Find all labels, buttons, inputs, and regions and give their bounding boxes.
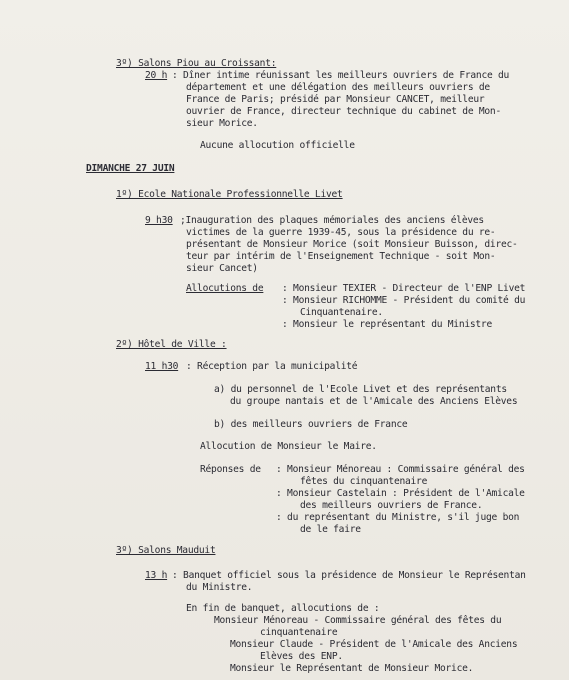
- event-description-line: ;Inauguration des plaques mémoriales des anciens élèves: [180, 215, 484, 226]
- event-description-line: France de Paris; présidé par Monsieur CANCET, meilleur: [186, 94, 485, 105]
- event-description-line: ouvrier de France, directeur technique du cabinet de Mon-: [186, 106, 501, 117]
- note-no-official-speech: Aucune allocution officielle: [200, 140, 355, 151]
- speaker-line: Elèves des ENP.: [260, 651, 343, 662]
- event-description-line: sieur Morice.: [186, 118, 258, 129]
- response-line: : du représentant du Ministre, s'il juge bon: [276, 512, 520, 523]
- allocutions-label: Allocutions de: [186, 283, 264, 294]
- speaker-line: Monsieur Ménoreau - Commissaire général des fêtes du: [214, 615, 502, 626]
- speaker-line: : Monsieur RICHOMME - Président du comité du: [282, 295, 526, 306]
- mayor-allocution: Allocution de Monsieur le Maire.: [200, 441, 377, 452]
- event-description-line: teur par intérim de l'Enseignement Technique - soit Mon-: [186, 251, 496, 262]
- speaker-line: Monsieur Claude - Président de l'Amicale des Anciens: [230, 639, 518, 650]
- event-description-line: sieur Cancet): [186, 263, 258, 274]
- speaker-line: Cinquantenaire.: [300, 307, 383, 318]
- section-heading-ecole-livet: 1º) Ecole Nationale Professionnelle Livet: [116, 189, 343, 200]
- event-description-line: du Ministre.: [186, 582, 253, 593]
- time-label: 11 h30: [145, 361, 179, 372]
- speaker-line: Monsieur le Représentant de Monsieur Morice.: [230, 663, 474, 674]
- time-label: 13 h: [145, 570, 168, 581]
- section-heading-hotel-de-ville: 2º) Hôtel de Ville :: [116, 339, 227, 350]
- response-line: : Monsieur Ménoreau : Commissaire général des: [276, 464, 525, 475]
- speaker-line: : Monsieur TEXIER - Directeur de l'ENP Livet: [282, 283, 526, 294]
- banquet-end-intro: En fin de banquet, allocutions de :: [186, 603, 380, 614]
- section-heading-salons-mauduit: 3º) Salons Mauduit: [116, 545, 216, 556]
- response-line: fêtes du cinquantenaire: [300, 476, 428, 487]
- list-item: du groupe nantais et de l'Amicale des Anciens Elèves: [230, 396, 518, 407]
- event-description-line: présentant de Monsieur Morice (soit Monsieur Buisson, direc-: [186, 239, 518, 250]
- response-line: : Monsieur Castelain : Président de l'Amicale: [276, 488, 525, 499]
- time-label: 9 h30: [145, 215, 173, 226]
- speaker-line: : Monsieur le représentant du Ministre: [282, 319, 492, 330]
- response-line: des meilleurs ouvriers de France.: [300, 500, 483, 511]
- time-label: 20 h: [145, 70, 168, 81]
- response-line: de le faire: [300, 524, 361, 535]
- event-description-line: : Banquet officiel sous la présidence de Monsieur le Représentan: [172, 570, 526, 581]
- section-heading-salons-piou: 3º) Salons Piou au Croissant:: [116, 58, 277, 69]
- event-description-line: : Réception par la municipalité: [186, 361, 358, 372]
- responses-label: Réponses de: [200, 464, 261, 475]
- event-description-line: département et une délégation des meilleurs ouvriers de: [186, 82, 490, 93]
- list-item: a) du personnel de l'Ecole Livet et des représentants: [214, 384, 507, 395]
- day-heading: DIMANCHE 27 JUIN: [86, 163, 175, 174]
- speaker-line: cinquantenaire: [260, 627, 338, 638]
- list-item: b) des meilleurs ouvriers de France: [214, 419, 408, 430]
- event-description-line: : Dîner intime réunissant les meilleurs ouvriers de France du: [172, 70, 510, 81]
- event-description-line: victimes de la guerre 1939-45, sous la présidence du re-: [186, 227, 496, 238]
